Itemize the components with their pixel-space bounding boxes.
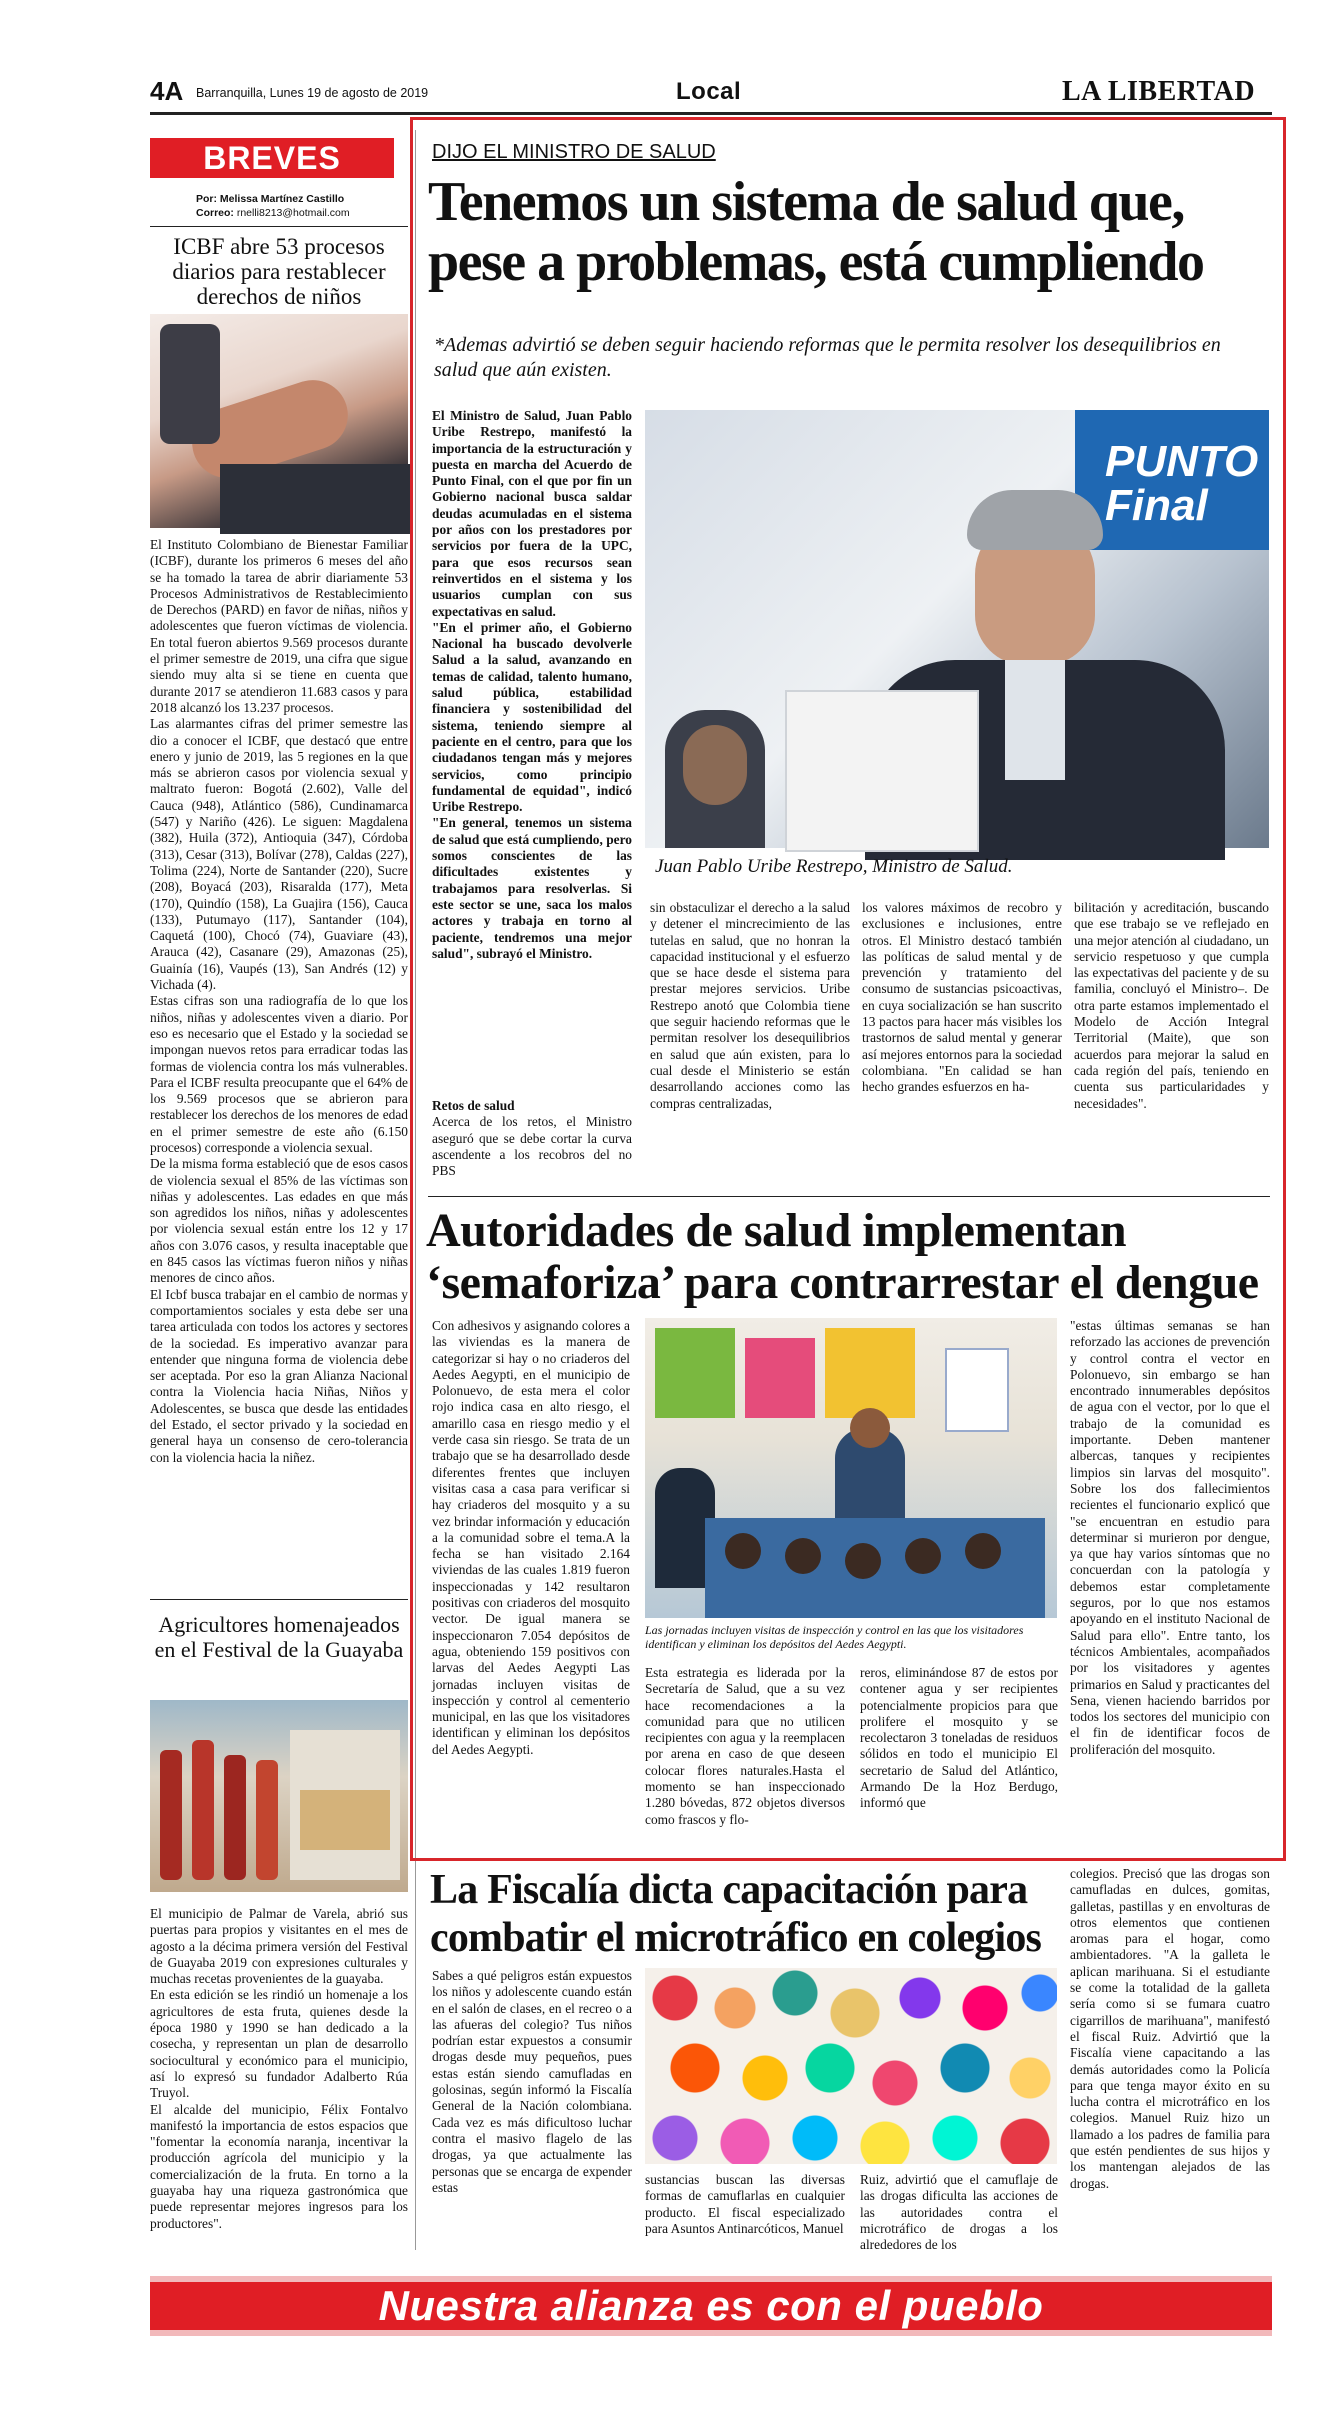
guayaba-headline: Agricultores homenajeados en el Festival de la Guayaba: [154, 1612, 404, 1662]
dengue-paragraph: Esta estrategia es liderada por la Secretaría de Salud, que a su vez hace recomendaciones a la comunidad para que no utilicen recipientes con agua y la reemplacen por arena en caso de que deseen colocar flores naturales.Hasta el momento se han inspeccionado 1.280 bóvedas, 872 objetos diversos como frascos y flo-: [645, 1665, 845, 1827]
dengue-headline-1: Autoridades de salud implementan: [426, 1204, 1127, 1257]
guayaba-photo: [150, 1700, 408, 1892]
author-name: Melissa Martínez Castillo: [219, 193, 345, 205]
dengue-paragraph: "estas últimas semanas se han reforzado las acciones de prevención y control contra el vector en Polonuevo, sin embargo se han encontrado innumerables depósitos de agua con el vector, por lo que el trabajo de la comunidad es importante. Deben mantener albercas, tanques y recipientes limpios sin larvas del mosquito". Sobre los dos fallecimientos recientes el funcionario explicó que "se encuentran en estudio para determinar si murieron por dengue, ya que hay varios síntomas que no concuerdan con la patología y debemos estar completamente seguros, por lo que nos estamos apoyando en el instituto Nacional de Salud para ello". Entre tanto, los técnicos Ambientales, acompañados por los visitadores y agentes primarios en Salud y practicantes del Sena, vienen haciendo barridos por todos los sectores del municipio con el fin de identificar focos de proliferación del mosquito.: [1070, 1318, 1270, 1757]
icbf-paragraph: Las alarmantes cifras del primer semestre las dio a conocer el ICBF, que destacó que entre enero y junio de 2019, las 5 regiones en la que más se abrieron casos por violencia sexual y maltrato fueron: Bogotá (2.602), Valle del Cauca (948), Atlántico (586), Cundinamarca (547) y Nariño (426). Le siguen: Magdalena (382), Huila (372), Antioquia (347), Córdoba (313), Cesar (313), Bolívar (278), Caldas (227), Tolima (224), Norte de Santander (220), Sucre (208), Boyacá (203), Risaralda (177), Meta (170), Quindío (158), La Guajira (156), Cauca (133), Putumayo (117), Santander (104), Caquetá (100), Chocó (74), Guaviare (43), Arauca (42), Casanare (29), Amazonas (25), Guainía (16), Vaupés (13), San Andrés (12) y Vichada (4).: [150, 716, 408, 993]
dengue-col2: [645, 1665, 845, 1850]
guayaba-body: [150, 1906, 408, 2241]
dengue-headline-2: ‘semaforiza’ para contrarrestar el dengue: [426, 1256, 1259, 1309]
salud-paragraph: los valores máximos de recobro y exclusiones e inclusiones, entre otros. El Ministro destacó también las políticas de salud mental y de prevención y tratamiento del consumo de sustancias psicoactivas, en cuya socialización se han suscrito 13 pactos para hacer más visibles los trastornos de salud mental y generar así mejores entornos para la sociedad colombiana. "En calidad se han hecho grandes esfuerzos en ha-: [862, 900, 1062, 1095]
dengue-col1: [432, 1318, 630, 1848]
candy-photo: [645, 1968, 1057, 2164]
newspaper-name: LA LIBERTAD: [1062, 76, 1256, 107]
icbf-headline: ICBF abre 53 procesos diarios para restablecer derechos de niños: [172, 234, 386, 309]
salud-col4: [1074, 900, 1269, 1190]
breves-byline: [196, 192, 396, 220]
fiscalia-col4: [1070, 1866, 1270, 2244]
email-label: Correo:: [196, 207, 234, 219]
dengue-photo: [645, 1318, 1057, 1618]
minister-photo-caption: Juan Pablo Uribe Restrepo, Ministro de Salud.: [655, 856, 1013, 877]
dateline: Barranquilla, Lunes 19 de agosto de 2019: [196, 86, 429, 100]
dengue-col3: [860, 1665, 1058, 1850]
dengue-col4: [1070, 1318, 1270, 1850]
breves-rule: [150, 226, 408, 227]
icbf-end-rule: [150, 1599, 408, 1600]
footer-slogan: Nuestra alianza es con el pueblo: [378, 2282, 1044, 2329]
salud-kicker: DIJO EL MINISTRO DE SALUD: [432, 141, 716, 163]
minister-photo: [645, 410, 1269, 848]
salud-lead-column: [432, 408, 632, 1018]
fiscalia-paragraph: sustancias buscan las diversas formas de camuflarlas en cualquier producto. El fiscal especializado para Asuntos Antinarcóticos, Manuel: [645, 2172, 845, 2236]
author-label: Por:: [196, 193, 217, 205]
dengue-paragraph: reros, eliminándose 87 de estos por contener agua y ser recipientes potencialmente propicios para que prolifere el mosquito y se recolectaron 3 toneladas de residuos sólidos en todo el municipio El secretario de Salud del Atlántico, Armando De la Hoz Berdugo, informó que: [860, 1665, 1058, 1811]
fiscalia-paragraph: Ruiz, advirtió que el camuflaje de las drogas dificulta las acciones de las autoridades contra el microtráfico de drogas a los alrededores de los: [860, 2172, 1058, 2253]
fiscalia-headline-2: combatir el microtráfico en colegios: [430, 1915, 1042, 1961]
salud-col2: [650, 900, 850, 1190]
salud-headline-2: pese a problemas, está cumpliendo: [428, 231, 1204, 293]
dengue-photo-caption: Las jornadas incluyen visitas de inspección y control en las que los visitadores identifican y eliminan los depósitos del Aedes Aegypti.: [645, 1623, 1024, 1651]
fiscalia-col2: [645, 2172, 845, 2244]
breves-header: [150, 138, 394, 178]
fiscalia-paragraph: colegios. Precisó que las drogas son camufladas en dulces, gomitas, galletas, pastillas y en envolturas de otros elementos que contienen aromas para el hogar, como ambientadores. "A la galleta le aplican marihuana. Si el estudiante se come la totalidad de la galleta sería como si se fumara cuatro cigarrillos de marihuana", manifestó el fiscal Ruiz. Advirtió que la Fiscalía viene capacitando a las demás autoridades como la Policía para que tenga mayor éxito en su lucha contra el microtráfico en los colegios. Manuel Ruiz hizo un llamado a los padres de familia para que estén pendientes de sus hijos y los mantengan alejados de las drogas.: [1070, 1866, 1270, 2191]
masthead-rule: [150, 112, 1272, 115]
salud-headline-1: Tenemos un sistema de salud que,: [428, 171, 1184, 233]
salud-paragraph: El Ministro de Salud, Juan Pablo Uribe Restrepo, manifestó la importancia de la estructuración y puesta en marcha del Acuerdo de Punto Final, con el que por fin un Gobierno nacional busca saldar deudas acumuladas en el sistema por años con los prestadores por servicios por fuera de la UPC, para que esos recursos sean reinvertidos en el sistema y los usuarios cumplan con sus expectativas en salud.: [432, 408, 632, 619]
guayaba-paragraph: El municipio de Palmar de Varela, abrió sus puertas para propios y visitantes en el mes de agosto a la décima primera versión del Festival de Guayaba 2019 con expresiones culturales y muchas recetas provenientes de la guayaba.: [150, 1906, 408, 1987]
punto-final-backdrop: PUNTO Final: [1105, 437, 1259, 530]
guayaba-paragraph: El alcalde del municipio, Félix Fontalvo manifestó la importancia de estos espacios que "fomentar la economía naranja, incentivar la producción agrícola del municipio y la comercialización de la fruta. En torno a la guayaba hay una riqueza gastronómica que puede representar mejores ingresos para los productores".: [150, 2101, 408, 2231]
salud-subhead: Retos de salud: [432, 1098, 515, 1113]
section-name: Local: [676, 78, 742, 105]
fiscalia-headline-1: La Fiscalía dicta capacitación para: [430, 1867, 1028, 1913]
fiscalia-paragraph: Sabes a qué peligros están expuestos los niños y adolescente cuando están en el salón de clases, en el recreo o a las afueras del colegio? Tus niños podrían estar expuestos a consumir drogas desde muy pequeños, pues estas están siendo camufladas en golosinas, según informó la Fiscalía General de la Nación colombiana. Cada vez es más dificultoso luchar contra el masivo flagelo de las drogas, ya que actualmente las personas que se encarga de expender estas: [432, 1968, 632, 2195]
salud-deck: *Ademas advirtió se deben seguir haciendo reformas que le permita resolver los desequilibrios en salud que aún existen.: [434, 334, 1221, 381]
salud-paragraph: sin obstaculizar el derecho a la salud y detener el mincrecimiento de las tutelas en salud, que no honran la capacidad institucional y el esfuerzo que se hace desde el sistema para prestar mejores servicios. Uribe Restrepo anotó que Colombia tiene que seguir haciendo reformas que le permitan resolver los desequilibrios en salud que aún existen, para lo cual desde el Ministerio se están desarrollando acciones como las compras centralizadas,: [650, 900, 850, 1111]
salud-col1-tail: [432, 1098, 632, 1188]
guayaba-paragraph: En esta edición se les rindió un homenaje a los agricultores de esta fruta, quienes desde la época 1980 y 1990 se han dedicado a la cosecha, y representan un plan de desarrollo sociocultural y económico para el municipio, así lo expresó su fundador Adalberto Rúa Truyol.: [150, 1987, 408, 2101]
salud-col3: [862, 900, 1062, 1190]
fiscalia-col1: [432, 1968, 632, 2243]
icbf-paragraph: El Icbf busca trabajar en el cambio de normas y comportamientos sociales y esta debe ser una tarea articulada con todos los actores y sectores de la sociedad. Es imperativo avanzar para entender que ninguna forma de violencia debe ser aceptada. Por eso la gran Alianza Nacional contra la Violencia hacia Niñas, Niños y Adolescentes, se busca que desde las entidades del Estado, el sector privado y la sociedad en general haya un consenso de cero-tolerancia con la violencia hacia la niñez.: [150, 1286, 408, 1465]
author-email: rnelli8213@hotmail.com: [236, 207, 350, 219]
page-number: 4A: [150, 76, 184, 106]
footer-banner: [150, 2276, 1272, 2336]
dengue-paragraph: Con adhesivos y asignando colores a las viviendas es la manera de categorizar si hay o no criaderos del Aedes Aegypti, en el municipio de Polonuevo, de esta mera el color rojo indica casa en alto riesgo, el amarillo casa en riesgo medio y el verde casa sin riesgo. Se trata de un trabajo que se ha desarrollado desde diferentes frentes que incluyen visitas casa a casa para verificar si hay criaderos del mosquito y a su vez brindar información y educación a la comunidad sobre el tema.A la fecha se han visitado 2.164 viviendas de las cuales 1.819 fueron inspeccionadas y 142 resultaron positivas con criaderos del mosquito vector. De igual manera se inspeccionaron 7.054 depósitos de agua, obteniendo 159 positivos con larvas del Aedes Aegypti Las jornadas incluyen visitas de inspección y control al cementerio municipal, en las que los visitadores identifican y eliminan los depósitos del Aedes Aegypti.: [432, 1318, 630, 1757]
breves-title: BREVES: [203, 140, 341, 176]
salud-paragraph: Acerca de los retos, el Ministro aseguró que se debe cortar la curva ascendente a los recobros del no PBS: [432, 1114, 632, 1179]
icbf-photo: [150, 314, 408, 528]
icbf-paragraph: De la misma forma estableció que de esos casos de violencia sexual el 85% de las víctimas son niñas y adolescentes. Las edades en que más son agredidos los niños, niñas y adolescentes por violencia sexual están entre los 12 y 17 años con 3.076 casos, y resulta inaceptable que en 845 casos las víctimas fueron niños y niñas menores de cinco años.: [150, 1156, 408, 1286]
salud-paragraph: "En el primer año, el Gobierno Nacional ha buscado devolverle Salud a la salud, avanzando en temas de calidad, talento humano, salud pública, estabilidad financiera y sostenibilidad del sistema, teniendo siempre al paciente en el centro, para que los ciudadanos tengan más y mejores servicios, como principio fundamental de equidad", indicó Uribe Restrepo.: [432, 619, 632, 815]
icbf-paragraph: El Instituto Colombiano de Bienestar Familiar (ICBF), durante los primeros 6 meses del año se ha tomado la tarea de abrir diariamente 53 Procesos Administrativos de Restablecimiento de Derechos (PARD) en favor de niñas, niños y adolescentes que fueron víctimas de violencia. En total fueron abiertos 9.569 procesos durante el primer semestre de 2019, una cifra que sigue siendo muy alta si se tiene en cuenta que durante 2017 se atendieron 11.683 casos y para 2018 alcanzó los 13.237 procesos.: [150, 537, 408, 715]
icbf-body: [150, 537, 408, 1587]
icbf-paragraph: Estas cifras son una radiografía de lo que los niños, niñas y adolescentes viven a diario. Por eso es necesario que el Estado y la sociedad se impongan nuevos retos para erradicar todas las formas de violencia contra los más vulnerables. Para el ICBF resulta preocupante que el 64% de los 9.569 procesos que se abrieron para restablecer los derechos de los menores de edad en el primer semestre de este año (6.150 procesos) corresponde a violencia sexual.: [150, 993, 408, 1155]
salud-paragraph: "En general, tenemos un sistema de salud que está cumpliendo, pero somos conscientes de las dificultades existentes y trabajamos para resolverlas. Si este sector se une, saca los malos actores y trabaja en torno al paciente, tendremos una mejor salud", subrayó el Ministro.: [432, 815, 632, 961]
fiscalia-col3: [860, 2172, 1058, 2253]
salud-end-rule: [428, 1196, 1270, 1197]
salud-paragraph: bilitación y acreditación, buscando que ese trabajo se ve reflejado en una mejor atención al ciudadano, un servicio respetuoso y que cumpla las expectativas del paciente y de su familia, concluyó el Ministro–. De otra parte estamos implementado el Modelo de Acción Integral Territorial (Maite), que son acuerdos para mejorar la salud en cada región del país, teniendo en cuenta sus particularidades y necesidades".: [1074, 900, 1269, 1111]
